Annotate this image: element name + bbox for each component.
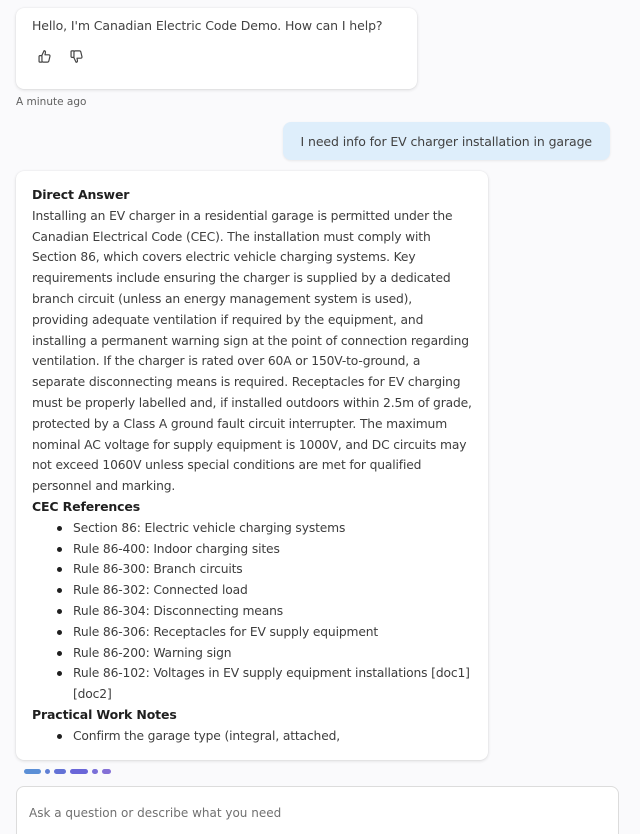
message-timestamp: A minute ago <box>16 96 87 108</box>
thumbs-down-icon[interactable] <box>67 47 85 65</box>
typing-dash <box>54 769 66 774</box>
direct-answer-text: Installing an EV charger in a residential garage is permitted under the Canadian Electrical Code (CEC). The installation must comply with Section 86, which covers electric vehicle charging systems. Key requirements include ensuring the charger is supplied by a dedicated branch circuit (unless an energy management system is used), providing adequate ventilation if required by the equipment, and installing a permanent warning sign at the point of connection regarding ventilation. If the charger is rated over 60A or 150V-to-ground, a separate disconnecting means is required. Receptacles for EV charging must be properly labelled and, if installed outdoors within 2.5m of grade, protected by a Class A ground fault circuit interrupter. The maximum nominal AC voltage for supply equipment is 1000V, and DC circuits may not exceed 1060V unless special conditions are met for qualified personnel and marking. <box>32 208 472 494</box>
typing-indicator <box>24 769 111 774</box>
message-input[interactable] <box>29 806 606 820</box>
cec-references-list <box>32 518 472 705</box>
list-item: Rule 86-306: Receptacles for EV supply equipment <box>73 622 472 643</box>
typing-dash <box>102 769 111 774</box>
practical-notes-heading: Practical Work Notes <box>32 706 177 722</box>
typing-dot <box>92 769 98 774</box>
thumbs-up-icon[interactable] <box>35 47 53 65</box>
list-item: Rule 86-300: Branch circuits <box>73 559 472 580</box>
list-item: Rule 86-400: Indoor charging sites <box>73 539 472 560</box>
list-item: Rule 86-302: Connected load <box>73 580 472 601</box>
bot-greeting-message <box>16 8 417 89</box>
typing-dot <box>45 769 50 774</box>
greeting-text: Hello, I'm Canadian Electric Code Demo. How can I help? <box>32 18 383 33</box>
chat-composer[interactable] <box>16 786 619 834</box>
feedback-row <box>32 47 401 65</box>
list-item: Rule 86-102: Voltages in EV supply equipment installations [doc1][doc2] <box>73 663 472 705</box>
bot-answer-message <box>16 171 488 760</box>
list-item: Section 86: Electric vehicle charging systems <box>73 518 472 539</box>
list-item: Confirm the garage type (integral, attached, <box>73 726 472 747</box>
practical-notes-list <box>32 726 472 747</box>
list-item: Rule 86-304: Disconnecting means <box>73 601 472 622</box>
user-message: I need info for EV charger installation in garage <box>283 122 610 160</box>
cec-references-heading: CEC References <box>32 498 141 514</box>
list-item: Rule 86-200: Warning sign <box>73 643 472 664</box>
typing-dash <box>70 769 88 774</box>
direct-answer-heading: Direct Answer <box>32 187 130 202</box>
typing-dash <box>24 769 41 774</box>
